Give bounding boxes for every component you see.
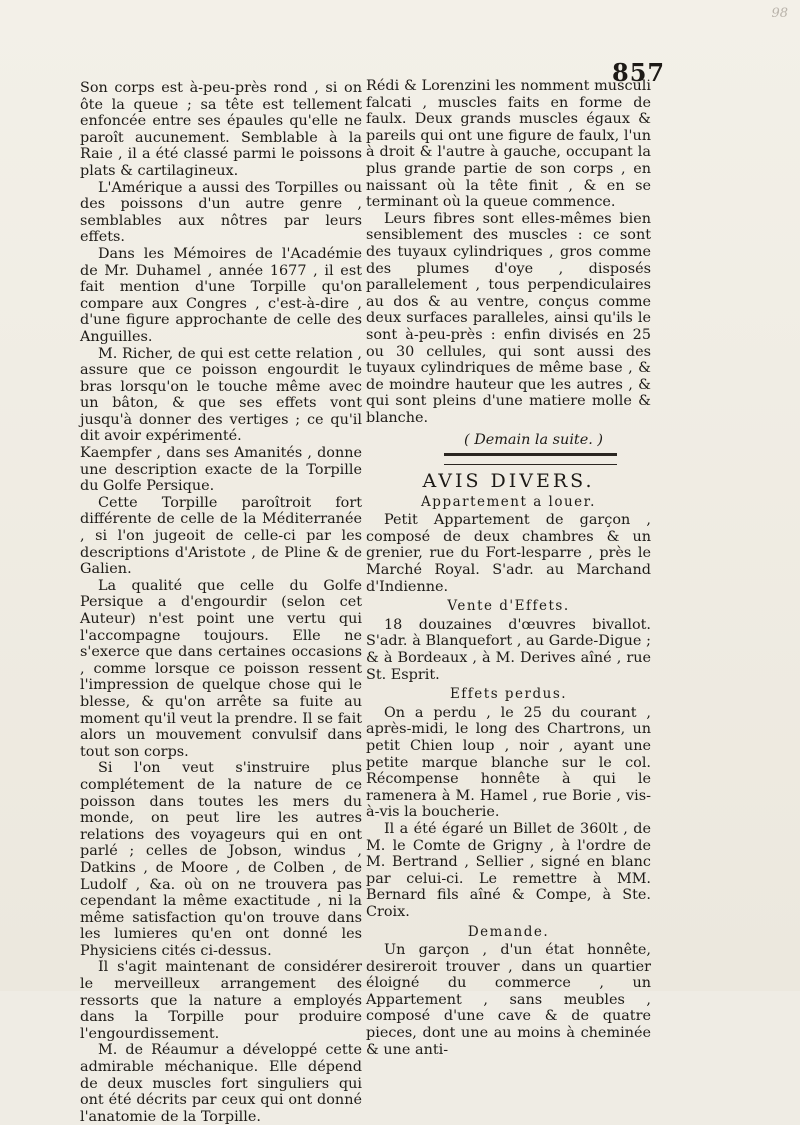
avis-divers-title: AVIS DIVERS. [422, 470, 595, 493]
advertisement: Un garçon , d'un état honnête, desireroit trouver , dans un quartier éloigné du commerce , un Appartement , sans meubles , composé d'une cave & de quatre pieces, dont une au moins à cheminée & une anti- [366, 942, 651, 1058]
advertisement: 18 douzaines d'œuvres bivallot. S'adr. à Blanquefort , au Garde-Digue ; & à Bordeaux , à M. Derives aîné , rue St. Esprit. [366, 616, 651, 683]
paragraph: L'Amérique a aussi des Torpilles ou des poissons d'un autre genre , semblables aux nôtres par leurs effets. [80, 179, 362, 246]
ornamental-rule [444, 453, 617, 465]
section-heading: Appartement a louer. [421, 493, 596, 510]
advertisement: On a perdu , le 25 du courant , après-midi, le long des Chartrons, un petit Chien loup , noir , ayant une petite marque blanche sur le col. Récompense honnête à qui le ramenera à M. Hamel , rue Borie , vis-à-vis la boucherie. [366, 704, 651, 821]
paragraph: M. Richer, de qui est cette relation , assure que ce poisson engourdit le bras lorsqu'on le touche même avec un bâton, & que ses effets vont jusqu'à donner des vertiges ; ce qu'il dit avoir expérimenté. [80, 345, 362, 445]
paragraph: La qualité que celle du Golfe Persique a d'engourdir (selon cet Auteur) n'est point une vertu qui l'accompagne toujours. Elle ne s'exerce que dans certaines occasions , comme lorsque ce poisson ressent l'impression de quelque chose qui le blesse, & qu'on arrête sa fuite au moment qu'il veut la prendre. Il se fait alors un mouvement convulsif dans tout son corps. [80, 577, 362, 760]
advertisement: Petit Appartement de garçon , composé de deux chambres & un grenier, rue du Fort-lesparre , près le Marché Royal. S'adr. au Marchand d'Indienne. [366, 512, 651, 595]
right-column [366, 78, 651, 1058]
corner-mark: 98 [771, 6, 788, 21]
paragraph: Si l'on veut s'instruire plus complétement de la nature de ce poisson dans toutes les mers du monde, on peut lire les autres relations des voyageurs qui en ont parlé ; celles de Jobson, windus , Datkins , de Moore , de Colben , de Ludolf , &a. où on ne trouvera pas cependant la même exactitude , ni la même satisfaction qu'on trouve dans les lumieres qu'en ont donné les Physiciens cités ci-dessus. [80, 760, 362, 959]
paragraph: Leurs fibres sont elles-mêmes bien sensiblement des muscles : ce sont des tuyaux cylindriques , gros comme des plumes d'oye , disposés parallelement , tous perpendiculaires au dos & au ventre, conçus comme deux surfaces paralleles, ainsi qu'ils le sont à-peu-près : enfin divisés en 25 ou 30 cellules, qui sont aussi des tuyaux cylindriques de même base , & de moindre hauteur que les autres , & qui sont pleins d'une matiere molle & blanche. [366, 210, 651, 426]
paragraph: Il s'agit maintenant de considérer le merveilleux arrangement des ressorts que la nature a employés dans la Torpille pour produire l'engourdissement. [80, 959, 362, 1042]
paragraph: Rédi & Lorenzini les nomment musculi falcati , muscles faits en forme de faulx. Deux grands muscles égaux & pareils qui ont une figure de faulx, l'un à droit & l'autre à gauche, occupant la plus grande partie de son corps , en naissant où la tête finit , & en se terminant où la queue commence. [366, 78, 651, 211]
page-number: 857 [612, 58, 666, 87]
section-heading: Effets perdus. [449, 686, 568, 703]
paragraph: Kaempfer , dans ses Amanités , donne une description exacte de la Torpille du Golfe Persique. [80, 445, 362, 495]
paragraph: Cette Torpille paroîtroit fort différente de celle de la Méditerranée , si l'on jugeoit de celle-ci par les descriptions d'Aristote , de Pline & de Galien. [80, 494, 362, 578]
continued-note: ( Demain la suite. ) [464, 432, 603, 449]
left-column [80, 80, 362, 1125]
paragraph: Dans les Mémoires de l'Académie de Mr. Duhamel , année 1677 , il est fait mention d'une Torpille qu'on compare aux Congres , c'est-à-dire , d'une figure approchante de celle des Anguilles. [80, 245, 362, 345]
paragraph: Son corps est à-peu-près rond , si on ôte la queue ; sa tête est tellement enfoncée entre ses épaules qu'elle ne paroît aucunement. Semblable à la Raie , il a été classé parmi le poissons plats & cartilagineux. [80, 80, 362, 179]
advertisement: Il a été égaré un Billet de 360lt , de M. le Comte de Grigny , à l'ordre de M. Bertrand , Sellier , signé en blanc par celui-ci. Le remettre à MM. Bernard fils aîné & Compe, à Ste. Croix. [366, 820, 651, 920]
paragraph: M. de Réaumur a développé cette admirable méchanique. Elle dépend de deux muscles fort singuliers qui ont été décrits par ceux qui ont donné l'anatomie de la Torpille. [80, 1042, 362, 1125]
section-heading: Vente d'Effets. [447, 598, 570, 615]
section-heading: Demande. [467, 923, 550, 940]
